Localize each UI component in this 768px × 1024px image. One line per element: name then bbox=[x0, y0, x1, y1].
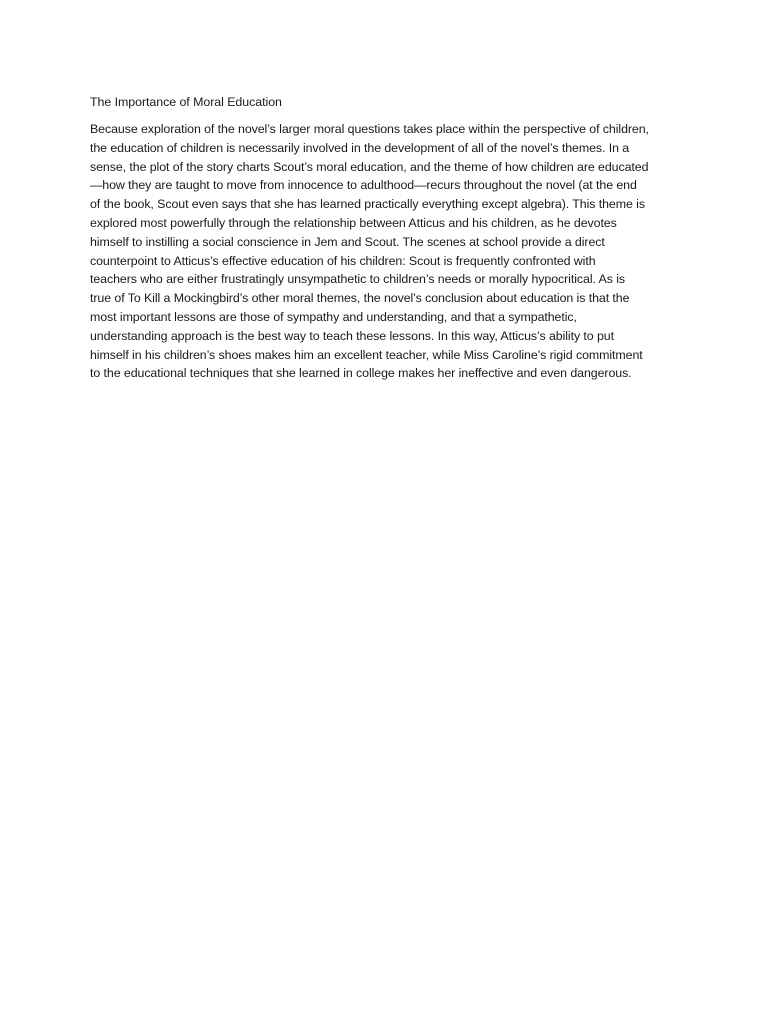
paragraph-line: of the book, Scout even says that she has learned practically everything except algebra). This theme is bbox=[90, 197, 645, 212]
document-paragraph bbox=[90, 120, 680, 383]
paragraph-line: —how they are taught to move from innocence to adulthood—recurs throughout the novel (at the end bbox=[90, 178, 637, 193]
paragraph-line: himself to instilling a social conscience in Jem and Scout. The scenes at school provide a direct bbox=[90, 234, 605, 249]
paragraph-line: himself in his children’s shoes makes him an excellent teacher, while Miss Caroline’s rigid commitment bbox=[90, 347, 643, 362]
paragraph-line: teachers who are either frustratingly unsympathetic to children’s needs or morally hypocritical. As is bbox=[90, 272, 625, 287]
paragraph-line: the education of children is necessarily involved in the development of all of the novel’s themes. In a bbox=[90, 140, 630, 155]
paragraph-line: counterpoint to Atticus’s effective education of his children: Scout is frequently confronted with bbox=[90, 253, 596, 268]
paragraph-line: sense, the plot of the story charts Scout’s moral education, and the theme of how children are educated bbox=[90, 159, 649, 174]
paragraph-line: true of To Kill a Mockingbird’s other moral themes, the novel’s conclusion about education is that the bbox=[90, 291, 630, 306]
paragraph-line: understanding approach is the best way to teach these lessons. In this way, Atticus’s ability to put bbox=[90, 328, 614, 343]
paragraph-line: Because exploration of the novel’s larger moral questions takes place within the perspective of children, bbox=[90, 122, 649, 136]
document-title: The Importance of Moral Education bbox=[90, 95, 282, 109]
paragraph-line: most important lessons are those of sympathy and understanding, and that a sympathetic, bbox=[90, 309, 577, 324]
document-content bbox=[90, 93, 680, 383]
paragraph-line: to the educational techniques that she learned in college makes her ineffective and even dangerous. bbox=[90, 366, 632, 381]
paragraph-line: explored most powerfully through the relationship between Atticus and his children, as he devotes bbox=[90, 215, 617, 230]
